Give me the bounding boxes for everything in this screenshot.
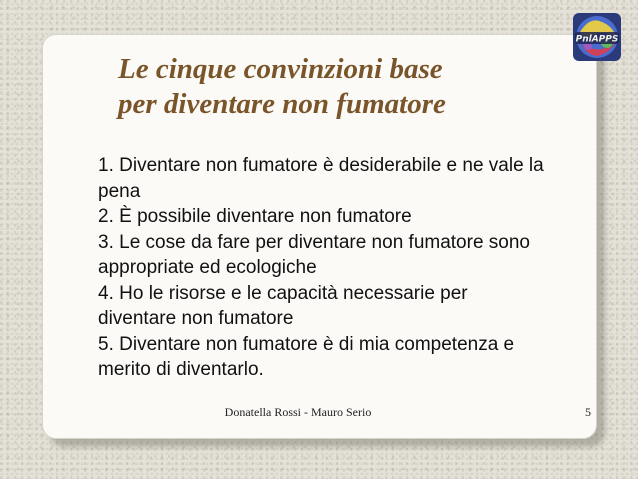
- slide-title-line-1: Le cinque convinzioni base: [118, 53, 443, 85]
- page-number: 5: [585, 405, 591, 419]
- conviction-item-2: 2. È possibile diventare non fumatore: [98, 206, 412, 227]
- conviction-item-1: 1. Diventare non fumatore è desiderabile e ne vale la pena: [98, 155, 544, 202]
- pnl-apps-logo-icon: [572, 12, 622, 62]
- conviction-item-5: 5. Diventare non fumatore è di mia competenza e merito di diventarlo.: [98, 333, 515, 380]
- slide-title: [118, 52, 446, 122]
- slide-title-line-2: per diventare non fumatore: [118, 88, 446, 120]
- logo-text: PnlAPPS: [575, 34, 619, 45]
- slide: [42, 34, 597, 439]
- conviction-list: [98, 153, 548, 383]
- footer-author: Donatella Rossi - Mauro Serio: [224, 405, 372, 419]
- conviction-item-4: 4. Ho le risorse e le capacità necessarie per diventare non fumatore: [98, 282, 468, 329]
- conviction-item-3: 3. Le cose da fare per diventare non fumatore sono appropriate ed ecologiche: [98, 231, 530, 278]
